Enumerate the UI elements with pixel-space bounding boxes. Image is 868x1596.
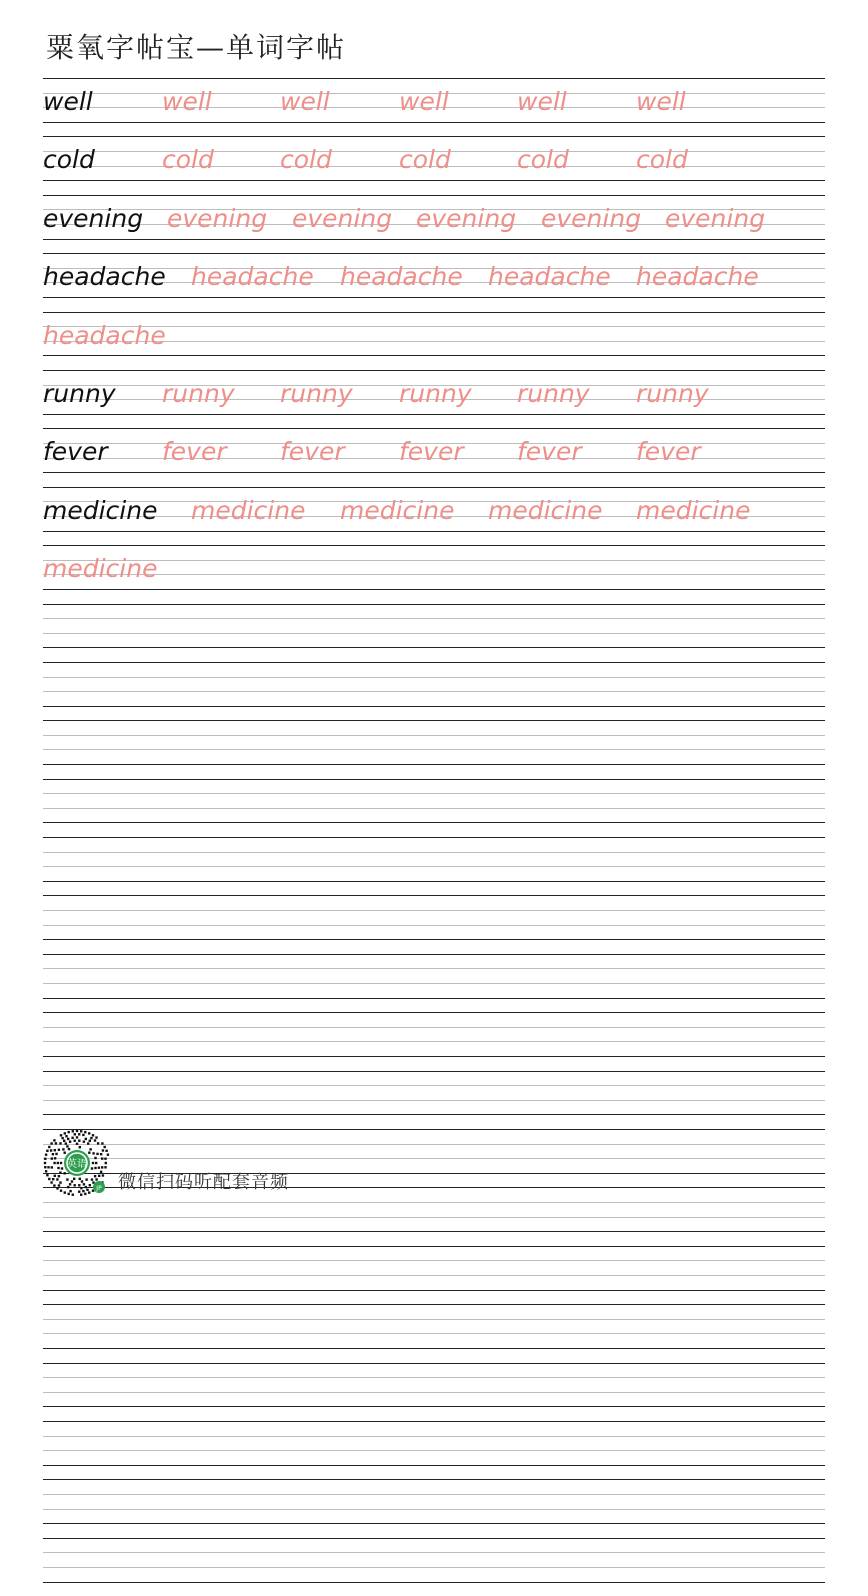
row-words [43,724,825,764]
row-words [43,1367,825,1407]
rule-line [43,487,825,488]
qr-dot [74,1184,76,1186]
qr-dot [92,1162,94,1164]
qr-dot [86,1189,88,1191]
qr-dot [92,1152,94,1154]
qr-dot [101,1142,103,1144]
rule-line [43,1363,825,1364]
trace-word: cold [162,145,214,175]
qr-dot [67,1138,69,1140]
qr-dot [98,1167,100,1169]
qr-dot [76,1143,78,1145]
practice-row [43,195,825,253]
qr-dot [104,1146,106,1148]
qr-dot [95,1178,97,1180]
trace-word: fever [399,437,464,467]
trace-word: evening [416,203,517,233]
practice-row [43,1246,825,1304]
trace-word: headache [636,262,759,292]
trace-word: cold [399,145,451,175]
practice-row [43,720,825,778]
qr-dot [53,1139,55,1141]
qr-dot [98,1175,100,1177]
qr-dot [71,1180,73,1182]
qr-dot [66,1178,68,1180]
qr-dot [46,1174,48,1176]
qr-dot [78,1184,80,1186]
trace-word: cold [280,145,332,175]
qr-dot [60,1162,62,1164]
qr-dot [90,1137,92,1139]
practice-row [43,1479,825,1537]
qr-dot [44,1158,46,1160]
qr-dot [64,1191,66,1193]
qr-dot [68,1148,70,1150]
qr-dot [80,1187,82,1189]
qr-dot [58,1149,60,1151]
practice-row [43,136,825,194]
qr-dot [100,1171,102,1173]
footer [42,1126,289,1198]
rule-line [43,1071,825,1072]
qr-dot [94,1139,96,1141]
qr-dot [50,1181,52,1183]
model-word: fever [43,437,108,467]
trace-word: fever [517,437,582,467]
row-words [43,608,825,648]
qr-dot [64,1172,66,1174]
footer-caption: 微信扫码听配套音频 [118,1172,289,1193]
qr-dot [105,1162,107,1164]
rule-line [43,428,825,429]
qr-dot [62,1148,64,1150]
row-words [43,432,825,472]
trace-word: medicine [340,495,455,525]
row-words [43,316,825,356]
qr-dot [60,1134,62,1136]
qr-dot [89,1184,91,1186]
qr-dot [55,1142,57,1144]
trace-word: runny [162,378,235,408]
qr-dot [51,1157,53,1159]
practice-row [43,837,825,895]
practice-row [43,370,825,428]
practice-row [43,1363,825,1421]
qr-dot [91,1178,93,1180]
qr-dot [52,1153,54,1155]
qr-dot [48,1146,50,1148]
qr-dot [72,1194,74,1196]
row-words [43,199,825,239]
trace-word: evening [665,203,766,233]
qr-dot [87,1142,89,1144]
qr-dot [104,1158,106,1160]
qr-dot [64,1132,66,1134]
trace-word: well [636,87,686,116]
rule-line [43,604,825,605]
row-words [43,491,825,531]
model-word: medicine [43,495,158,525]
qr-dot [104,1166,106,1168]
rule-line [43,545,825,546]
qr-dot [53,1184,55,1186]
handwriting-sheet [43,78,825,1596]
row-words [43,958,825,998]
row-words [43,374,825,414]
rule-line [43,954,825,955]
qr-dot [89,1148,91,1150]
qr-dot [96,1153,98,1155]
qr-dot [85,1178,87,1180]
qr-dot [68,1193,70,1195]
qr-dot [92,1134,94,1136]
practice-row [43,253,825,311]
practice-row [43,779,825,837]
qr-dot [102,1149,104,1151]
practice-row [43,895,825,953]
qr-dot [51,1166,53,1168]
qr-dot [54,1149,56,1151]
practice-row [43,428,825,486]
qr-dot [74,1140,76,1142]
trace-word: fever [636,437,701,467]
rule-line [43,195,825,196]
practice-row [43,1421,825,1479]
trace-word: medicine [636,495,751,525]
qr-dot [54,1157,56,1159]
qr-dot [61,1137,63,1139]
trace-word: evening [167,203,268,233]
rule-line [43,1304,825,1305]
rule-line [43,1479,825,1480]
qr-dot [82,1190,84,1192]
trace-word: fever [280,437,345,467]
rule-line [43,136,825,137]
practice-row [43,662,825,720]
qr-dot [94,1175,96,1177]
trace-word: medicine [43,554,158,584]
qr-dot [83,1183,85,1185]
practice-row [43,78,825,136]
practice-row [43,545,825,603]
practice-row [43,1012,825,1070]
rule-line [43,895,825,896]
rule-line [43,662,825,663]
row-words [43,257,825,297]
row-words [43,549,825,589]
qr-dot [88,1152,90,1154]
qr-dot [65,1142,67,1144]
row-words [43,783,825,823]
qr-dot [57,1162,59,1164]
rule-line [43,253,825,254]
rule-line [43,1246,825,1247]
qr-dot [56,1178,58,1180]
row-words [43,1250,825,1290]
qr-dot [64,1152,66,1154]
qr-dot [45,1170,47,1172]
page-title: 粟氧字帖宝—单词字帖 [46,31,347,64]
qr-dot [72,1130,74,1132]
qr-dot [54,1175,56,1177]
row-words [43,1016,825,1056]
qr-dot [69,1190,71,1192]
sheet-bottom-rule [43,1114,825,1115]
rule-line [43,779,825,780]
trace-word: cold [636,145,688,175]
qr-dot [69,1183,71,1185]
rule-line [43,720,825,721]
model-word: headache [43,262,166,292]
qr-dot [81,1180,83,1182]
practice-row [43,604,825,662]
qr-dot [76,1136,78,1138]
trace-word: medicine [488,495,603,525]
qr-dot [65,1135,67,1137]
qr-dot [69,1141,71,1143]
qr-dot [101,1157,103,1159]
row-words [43,841,825,881]
qr-dot [95,1162,97,1164]
trace-word: headache [43,320,166,350]
qr-dot [94,1157,96,1159]
rule-line [43,312,825,313]
practice-row [43,312,825,370]
row-words [43,899,825,939]
trace-word: runny [636,378,709,408]
rule-line [43,78,825,79]
qr-dot [56,1187,58,1189]
qr-dot [57,1167,59,1169]
practice-row [43,487,825,545]
qr-dot [53,1162,55,1164]
qr-dot [76,1130,78,1132]
qr-dot [45,1154,47,1156]
qr-dot [78,1140,80,1142]
qr-dot [91,1167,93,1169]
qr-dot [74,1133,76,1135]
qr-dot [78,1133,80,1135]
rule-line [43,1012,825,1013]
qr-dot [101,1166,103,1168]
qr-dot [71,1137,73,1139]
qr-dot [82,1134,84,1136]
rule-line [43,837,825,838]
qr-corner-text: JP [96,1185,102,1192]
qr-dot [80,1130,82,1132]
qr-dot [80,1194,82,1196]
qr-dot [102,1174,104,1176]
qr-dot [73,1178,75,1180]
rule-line [43,1421,825,1422]
qr-dot [84,1131,86,1133]
qr-code[interactable] [42,1128,112,1198]
trace-word: fever [162,437,227,467]
qr-dot [97,1142,99,1144]
trace-word: well [280,87,330,116]
qr-dot [58,1175,60,1177]
row-words [43,1308,825,1348]
trace-word: runny [399,378,472,408]
qr-badge-text: 英语 [67,1159,87,1170]
rule-line [43,370,825,371]
trace-word: evening [292,203,393,233]
qr-dot [59,1142,61,1144]
qr-dot [79,1178,81,1180]
trace-word: headache [191,262,314,292]
qr-dot [61,1167,63,1169]
qr-dot [66,1145,68,1147]
practice-row [43,1304,825,1362]
trace-word: runny [517,378,590,408]
qr-dot [85,1138,87,1140]
rule-line [43,1538,825,1539]
qr-dot [52,1178,54,1180]
qr-dot [88,1132,90,1134]
qr-dot [78,1191,80,1193]
row-words [43,1425,825,1465]
row-words [43,1542,825,1582]
qr-dot [59,1181,61,1183]
qr-dot [100,1153,102,1155]
qr-dot [50,1149,52,1151]
practice-row [43,1538,825,1596]
trace-word: runny [280,378,353,408]
qr-dot [85,1186,87,1188]
row-words [43,1075,825,1115]
row-words [43,1483,825,1523]
qr-dot [44,1162,46,1164]
practice-row [43,954,825,1012]
trace-word: well [162,87,212,116]
qr-dot [46,1150,48,1152]
qr-dot [89,1140,91,1142]
model-word: runny [43,378,116,408]
qr-dot [44,1166,46,1168]
row-words [43,82,825,122]
qr-dot [58,1184,60,1186]
qr-dot [107,1154,109,1156]
trace-word: medicine [191,495,306,525]
qr-dot [47,1166,49,1168]
qr-dot [105,1150,107,1152]
qr-dot [50,1142,52,1144]
qr-code-graphic [42,1128,112,1198]
qr-dot [48,1178,50,1180]
qr-dot [95,1136,97,1138]
qr-dot [94,1167,96,1169]
trace-word: headache [488,262,611,292]
qr-dot [88,1191,90,1193]
model-word: cold [43,145,95,175]
model-word: well [43,87,93,116]
row-words [43,140,825,180]
trace-word: well [517,87,567,116]
trace-word: headache [340,262,463,292]
qr-dot [60,1190,62,1192]
qr-dot [84,1193,86,1195]
trace-word: evening [541,203,642,233]
qr-dot [63,1140,65,1142]
trace-word: well [399,87,449,116]
qr-dot [68,1131,70,1133]
trace-word: cold [517,145,569,175]
qr-dot [67,1186,69,1188]
qr-dot [55,1153,57,1155]
row-words [43,666,825,706]
qr-dot [83,1141,85,1143]
model-word: evening [43,203,144,233]
practice-row [43,1071,825,1129]
qr-dot [79,1146,81,1148]
qr-dot [59,1171,61,1173]
